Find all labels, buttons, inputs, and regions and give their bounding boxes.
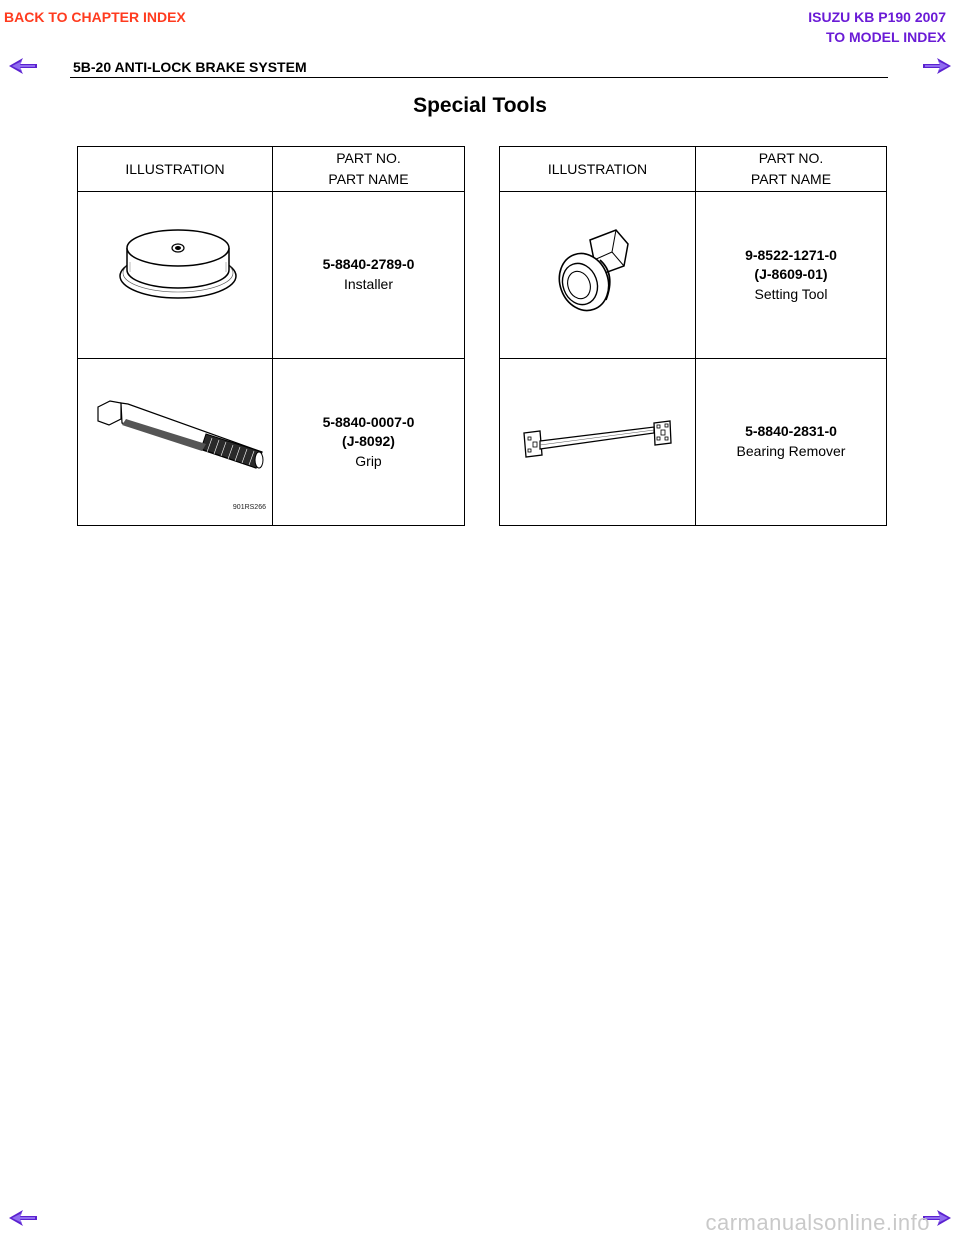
illustration-cell <box>500 192 696 359</box>
grip-icon <box>88 389 268 479</box>
alt-part-number: (J-8092) <box>342 432 395 449</box>
header-divider <box>70 77 888 78</box>
to-model-index-link[interactable]: TO MODEL INDEX <box>825 29 946 45</box>
bearing-remover-icon <box>520 415 680 465</box>
section-header: 5B-20 ANTI-LOCK BRAKE SYSTEM <box>73 59 307 75</box>
back-to-chapter-index-link[interactable]: BACK TO CHAPTER INDEX <box>4 9 186 25</box>
table-header-row <box>78 147 465 192</box>
part-number: 9-8522-1271-0 <box>745 246 837 263</box>
table-row <box>78 192 465 359</box>
illustration-header: ILLUSTRATION <box>78 147 273 192</box>
part-info-cell <box>273 359 465 526</box>
part-number: 5-8840-2831-0 <box>745 423 837 439</box>
site-watermark: carmanualsonline.info <box>705 1210 930 1235</box>
page-title: Special Tools <box>413 94 547 117</box>
illustration-cell <box>78 359 273 526</box>
part-name-header: PART NAME <box>328 171 409 187</box>
part-name: Bearing Remover <box>736 443 846 459</box>
table-header-row <box>500 147 887 192</box>
part-info-cell <box>273 192 465 359</box>
prev-page-arrow-icon[interactable] <box>8 57 38 75</box>
next-page-arrow-icon[interactable] <box>922 57 952 75</box>
illustration-header: ILLUSTRATION <box>500 147 696 192</box>
installer-icon <box>114 214 244 304</box>
special-tools-table-right <box>499 146 887 526</box>
figure-code: 901RS266 <box>232 504 266 511</box>
setting-tool-icon <box>554 224 644 314</box>
special-tools-table-left <box>77 146 465 526</box>
table-row <box>500 192 887 359</box>
illustration-cell <box>78 192 273 359</box>
illustration-cell <box>500 359 696 526</box>
model-title-link[interactable]: ISUZU KB P190 2007 <box>808 9 946 25</box>
part-no-header: PART NO. <box>758 150 824 166</box>
part-no-name-header <box>273 147 465 192</box>
part-info-cell <box>696 192 887 359</box>
part-name: Setting Tool <box>754 285 828 302</box>
part-name: Installer <box>343 276 394 292</box>
part-no-name-header <box>696 147 887 192</box>
table-row <box>500 359 887 526</box>
part-number: 5-8840-2789-0 <box>322 256 415 272</box>
part-no-header: PART NO. <box>336 150 401 166</box>
alt-part-number: (J-8609-01) <box>754 265 828 282</box>
part-name-header: PART NAME <box>750 171 832 187</box>
prev-page-arrow-bottom-icon[interactable] <box>8 1209 38 1227</box>
part-number: 5-8840-0007-0 <box>322 413 415 430</box>
table-row <box>78 359 465 526</box>
part-name: Grip <box>355 452 382 469</box>
part-info-cell <box>696 359 887 526</box>
